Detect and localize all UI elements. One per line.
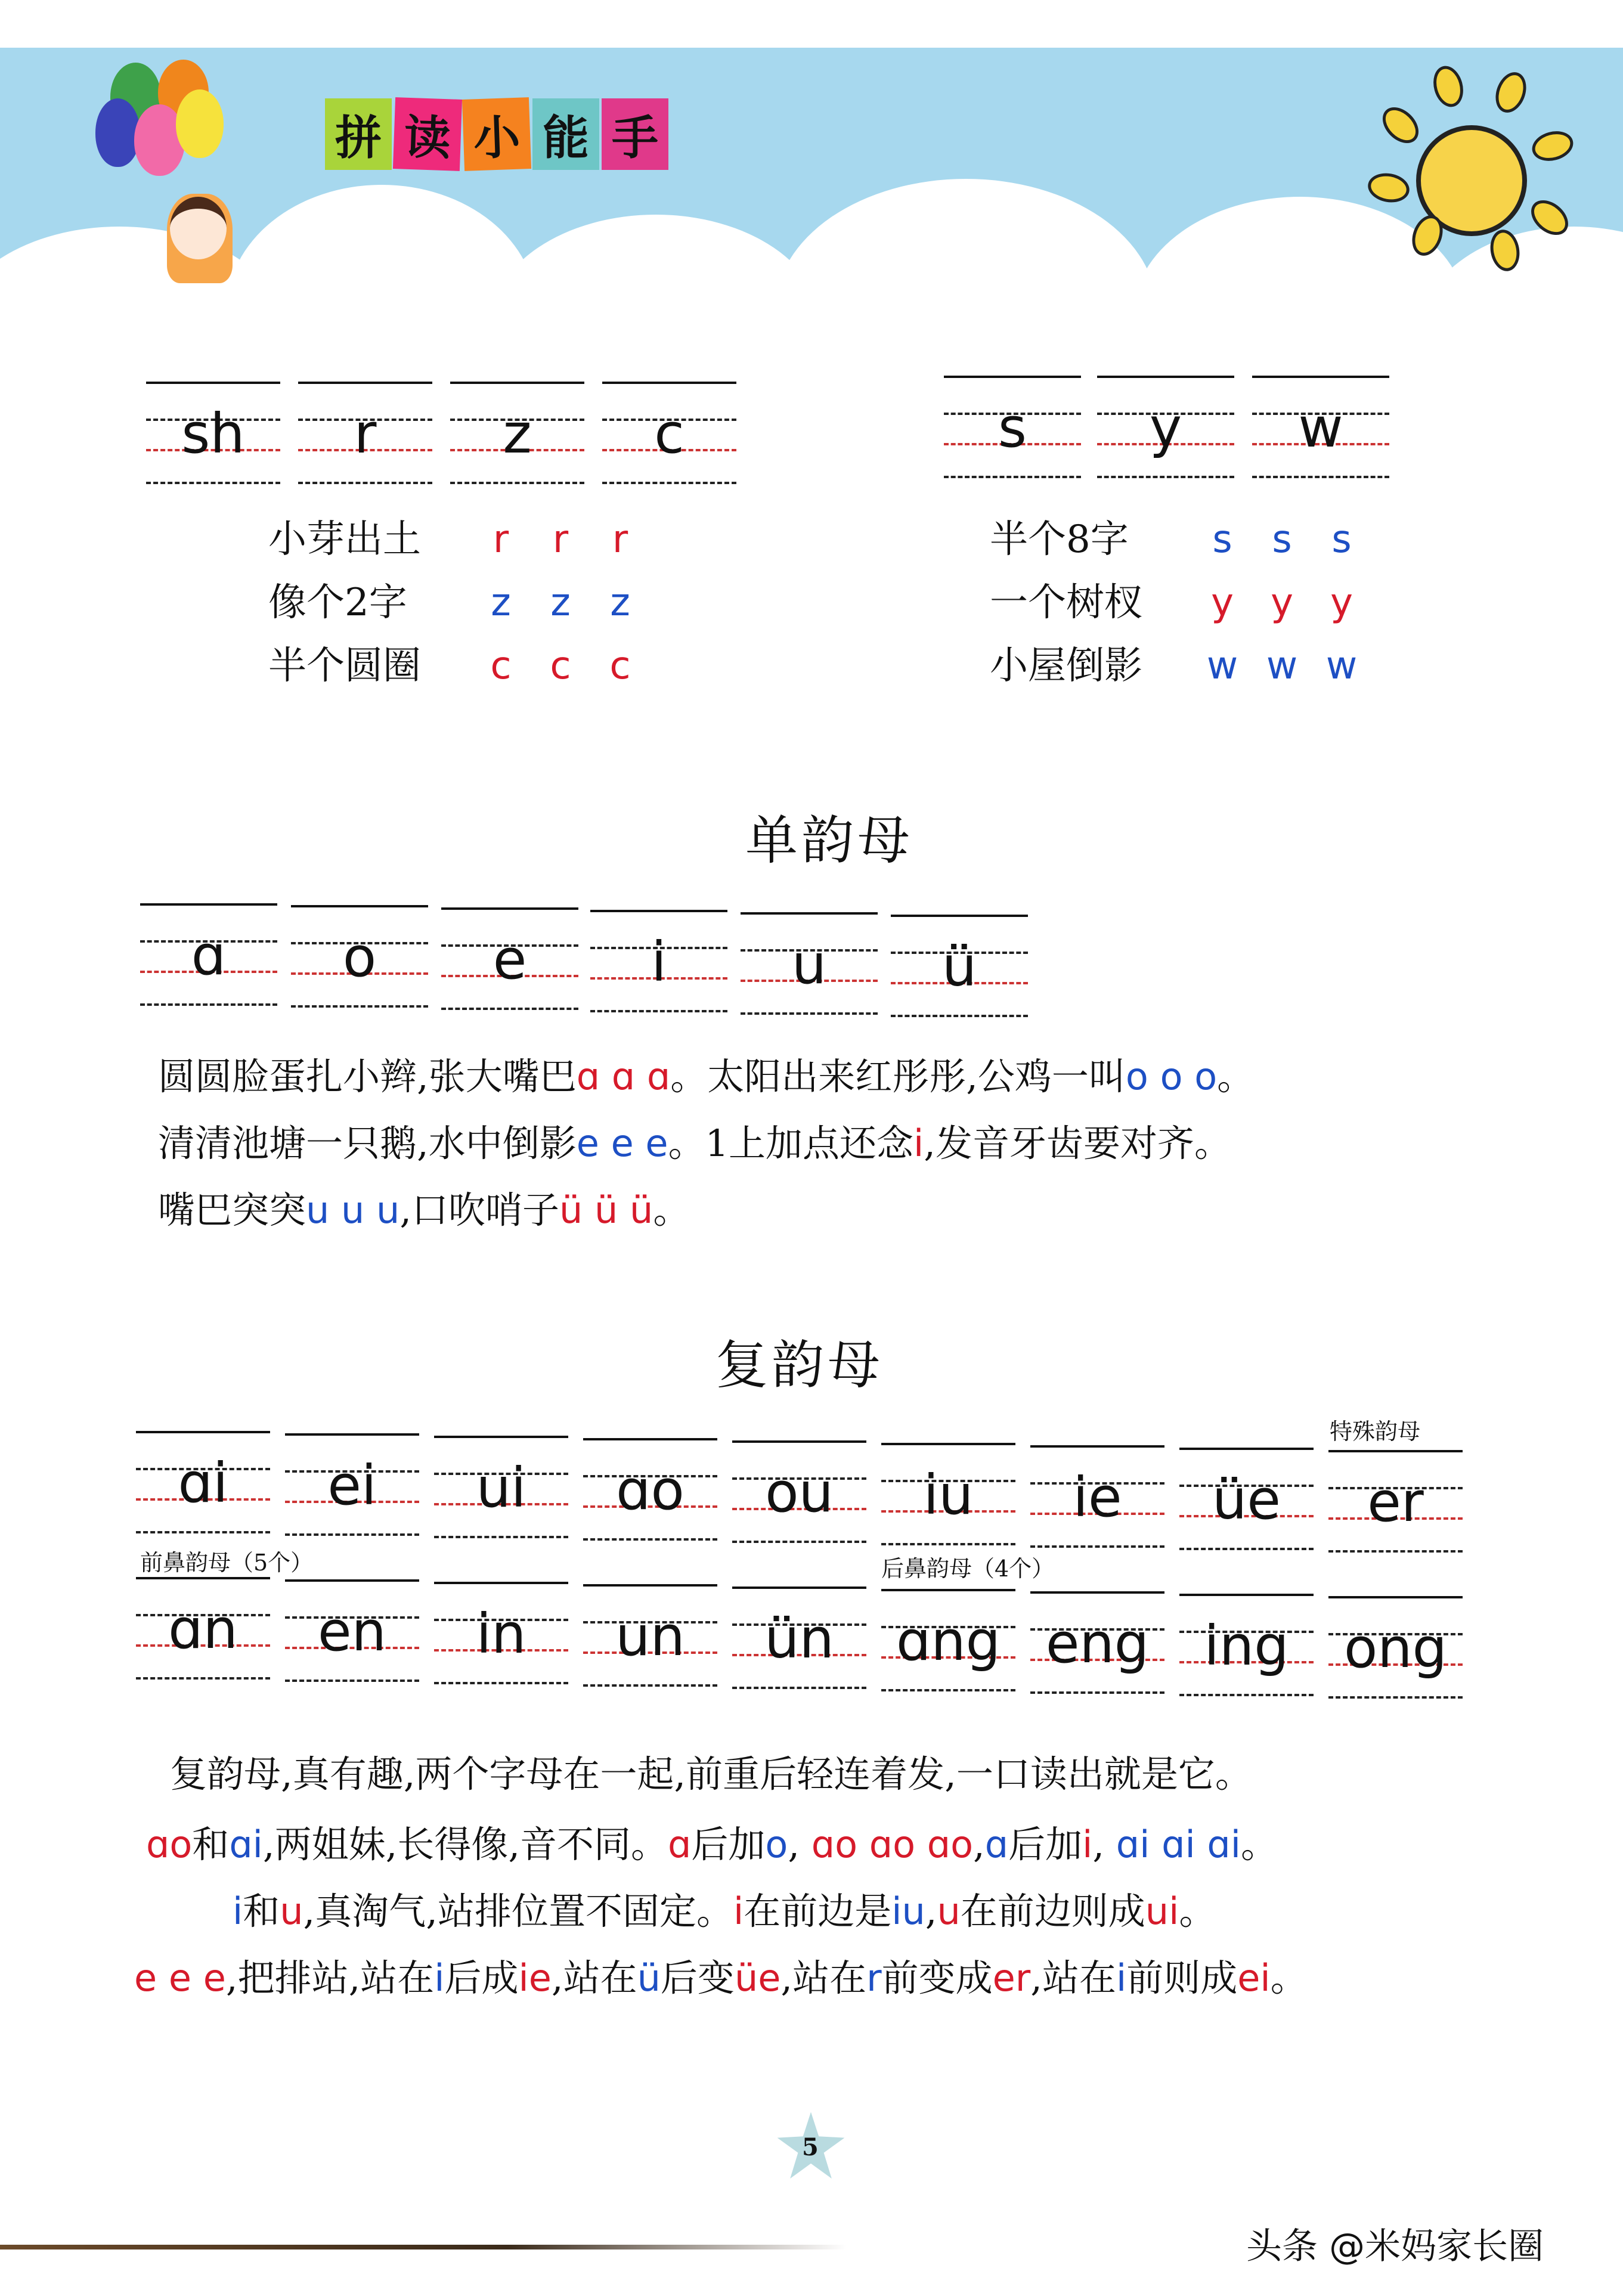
mnemonic-row <box>268 508 650 571</box>
writing-cell <box>741 912 878 1014</box>
letter: o <box>342 925 377 989</box>
letter: c <box>609 644 631 688</box>
letter: s <box>1212 518 1232 562</box>
mnemonic-list-right <box>990 508 1371 698</box>
mnemonic-row <box>268 634 650 698</box>
letter: e <box>493 928 527 991</box>
letter: w <box>1206 644 1238 688</box>
letter: en <box>318 1600 386 1663</box>
letter: un <box>615 1604 685 1668</box>
pinyin-highlight: i <box>733 1889 744 1933</box>
letter: y <box>1271 581 1293 625</box>
writing-cell <box>583 1584 717 1685</box>
writing-cell <box>732 1587 866 1688</box>
letter: s <box>1331 518 1352 562</box>
writing-cell <box>434 1436 568 1537</box>
pinyin-highlight: ɑ <box>984 1823 1009 1866</box>
writing-cell <box>441 907 578 1009</box>
letter: c <box>550 644 571 688</box>
pinyin-highlight: ɑ <box>668 1823 692 1866</box>
watermark: 头条 @米妈家长圈 <box>1246 2226 1544 2267</box>
pinyin-highlight: ui <box>1145 1889 1179 1933</box>
letter: y <box>1330 581 1353 625</box>
pinyin-highlight: ie <box>518 1956 552 2000</box>
letter: ui <box>476 1456 526 1520</box>
letter: s <box>998 396 1027 460</box>
letter: ou <box>765 1461 834 1525</box>
mnemonic-row <box>990 634 1371 698</box>
letter: ün <box>764 1607 834 1671</box>
title-tile: 读 <box>393 97 462 171</box>
writing-cell <box>136 1431 270 1532</box>
title-tile: 拼 <box>325 98 392 170</box>
pinyin-highlight: o <box>765 1823 788 1866</box>
letter: y <box>1149 396 1182 460</box>
writing-cell <box>1328 1596 1463 1697</box>
pinyin-highlight: ɑo <box>146 1823 193 1866</box>
mnemonic-text: 半个8字 <box>990 518 1129 562</box>
letter: z <box>610 581 630 625</box>
letter: z <box>491 581 511 625</box>
rhyme-line: 清清池塘一只鹅,水中倒影e e e。1上加点还念i,发音牙齿要对齐。 <box>158 1121 1231 1165</box>
letter: u <box>791 932 827 996</box>
pinyin-highlight: u <box>937 1889 961 1933</box>
letter: r <box>493 518 509 562</box>
simple-finals-rhyme <box>158 1043 1254 1244</box>
letter: z <box>550 581 571 625</box>
writing-cell <box>732 1440 866 1542</box>
compound-finals-rhyme-line3: i和u,真淘气,站排位置不固定。i在前边是iu,u在前边则成ui。 <box>233 1889 1216 1933</box>
mnemonic-text: 小芽出土 <box>268 518 421 562</box>
pinyin-highlight: u <box>280 1889 303 1933</box>
cloud-base <box>0 334 1623 370</box>
title-tile: 小 <box>462 97 531 171</box>
title-tile: 能 <box>532 98 599 170</box>
mnemonic-text: 半个圆圈 <box>268 644 421 688</box>
section-heading-simple-finals: 单韵母 <box>745 810 914 871</box>
writing-cell <box>944 376 1081 477</box>
letter: ei <box>327 1454 377 1517</box>
letter: y <box>1211 581 1234 625</box>
pinyin-highlight: i <box>233 1889 243 1933</box>
mnemonic-row <box>990 508 1371 571</box>
rhyme-line: 圆圆脸蛋扎小辫,张大嘴巴ɑ ɑ ɑ。太阳出来红彤彤,公鸡一叫o o o。 <box>158 1055 1255 1098</box>
letter: er <box>1367 1470 1424 1534</box>
letter: ɑ <box>191 924 227 987</box>
writing-cell <box>881 1443 1015 1544</box>
letter: ing <box>1204 1614 1289 1678</box>
letter: iu <box>923 1463 974 1527</box>
writing-cell <box>136 1577 270 1678</box>
letter: r <box>612 518 628 562</box>
writing-cell <box>1252 376 1389 477</box>
letter: c <box>490 644 512 688</box>
section-heading-compound-finals: 复韵母 <box>716 1334 884 1396</box>
writing-cell <box>298 382 432 483</box>
writing-cell <box>285 1579 419 1681</box>
writing-cell <box>1328 1450 1463 1551</box>
pinyin-highlight: ɑi <box>229 1823 263 1866</box>
letter: eng <box>1045 1612 1150 1675</box>
pinyin-highlight: er <box>992 1956 1031 2000</box>
letter: s <box>1272 518 1292 562</box>
writing-cell <box>583 1438 717 1539</box>
letter: sh <box>181 402 245 466</box>
writing-cell <box>1179 1448 1314 1549</box>
title-tile: 手 <box>602 98 668 170</box>
compound-finals-rhyme-line4: e e e,把排站,站在i后成ie,站在ü后变üe,站在r前变成er,站在i前则成ei。 <box>134 1956 1308 2000</box>
rhyme-line: 嘴巴突突u u u,口吹哨子ü ü ü。 <box>158 1188 690 1232</box>
letter: z <box>503 402 532 466</box>
compound-finals-rhyme-line1: 复韵母,真有趣,两个字母在一起,前重后轻连着发,一口读出就是它。 <box>170 1752 1252 1796</box>
special-finals-label: 特殊韵母 <box>1330 1418 1421 1445</box>
writing-cell <box>881 1589 1015 1690</box>
compound-finals-rhyme-line2: ɑo和ɑi,两姐妹,长得像,音不同。ɑ后加o, ɑo ɑo ɑo,ɑ后加i, ɑi ɑi ɑi。 <box>146 1823 1278 1866</box>
pinyin-highlight: i <box>434 1956 445 2000</box>
letter: üe <box>1212 1468 1281 1532</box>
letter: ie <box>1073 1465 1122 1529</box>
letter: i <box>651 930 667 994</box>
writing-cell <box>291 905 428 1006</box>
letter: w <box>1298 396 1343 460</box>
pinyin-highlight: ei <box>1237 1956 1271 2000</box>
pinyin-highlight: i <box>1116 1956 1127 2000</box>
letter: r <box>552 518 569 562</box>
pinyin-highlight: ü <box>637 1956 661 2000</box>
writing-cell <box>1097 376 1234 477</box>
writing-cell <box>1030 1591 1164 1693</box>
writing-cell <box>140 903 277 1005</box>
letter: ɑng <box>896 1609 1001 1673</box>
writing-cell <box>285 1433 419 1535</box>
mnemonic-row <box>990 571 1371 634</box>
mnemonic-text: 一个树杈 <box>990 581 1142 625</box>
pinyin-highlight: e e e <box>134 1956 226 2000</box>
letter: ong <box>1344 1616 1447 1680</box>
pinyin-highlight: ɑo ɑo ɑo <box>811 1823 974 1866</box>
mnemonic-row <box>268 571 650 634</box>
letter: r <box>354 402 377 466</box>
pinyin-highlight: i <box>1082 1823 1093 1866</box>
pinyin-highlight: üe <box>734 1956 781 2000</box>
mnemonic-text: 小屋倒影 <box>990 644 1142 688</box>
letter: ü <box>941 935 977 999</box>
letter: in <box>476 1602 526 1666</box>
mnemonic-text: 像个2字 <box>268 581 407 625</box>
front-nasal-label: 前鼻韵母（5个） <box>140 1550 314 1576</box>
mnemonic-list-left <box>268 508 650 698</box>
pinyin-highlight: iu <box>891 1889 925 1933</box>
letter: ɑn <box>168 1597 238 1661</box>
writing-cell <box>434 1582 568 1683</box>
letter: w <box>1325 644 1358 688</box>
writing-cell <box>1030 1445 1164 1547</box>
writing-cell <box>602 382 736 483</box>
page-edge <box>0 2245 847 2249</box>
pinyin-highlight: ɑi ɑi ɑi <box>1116 1823 1241 1866</box>
letter: ɑo <box>616 1458 684 1522</box>
writing-cell <box>146 382 280 483</box>
pinyin-highlight: r <box>866 1956 882 2000</box>
page-title-tiles <box>325 98 671 170</box>
writing-cell <box>590 910 727 1011</box>
letter: w <box>1266 644 1298 688</box>
page-number: 5 <box>802 2133 819 2161</box>
letter: c <box>654 402 684 466</box>
letter: ɑi <box>178 1451 228 1515</box>
writing-cell <box>891 915 1028 1016</box>
back-nasal-label: 后鼻韵母（4个） <box>881 1556 1055 1582</box>
writing-cell <box>1179 1594 1314 1695</box>
writing-cell <box>450 382 584 483</box>
